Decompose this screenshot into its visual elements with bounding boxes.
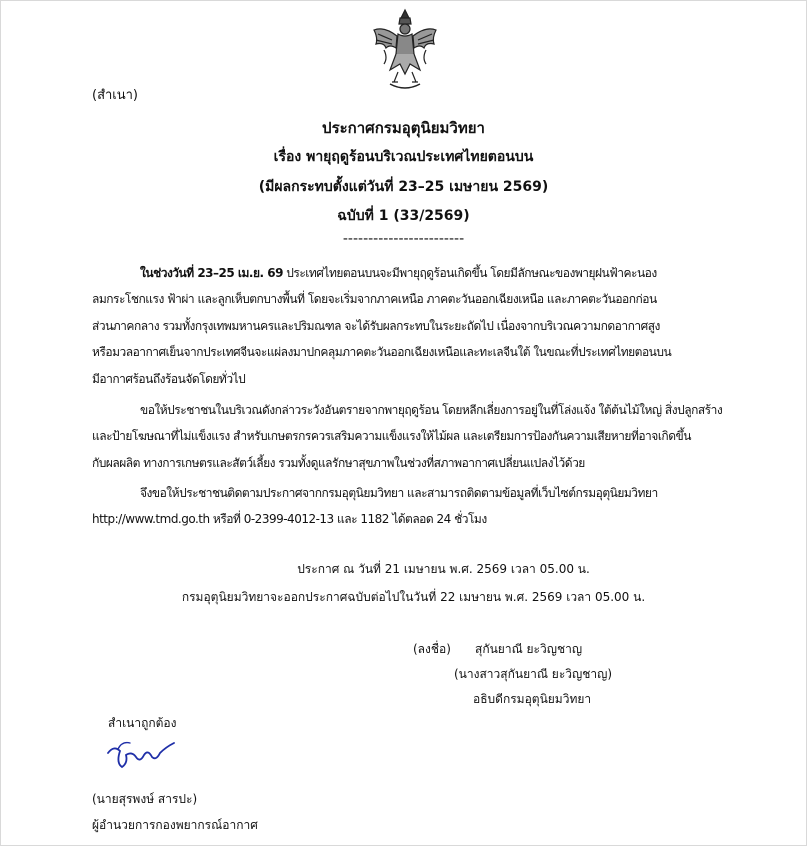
paragraph-line: และป้ายโฆษณาที่ไม่แข็งแรง สำหรับเกษตรกรควรเสริมความแข็งแรงให้ไม้ผล และเตรียมการป้องกันความเสียหายที่อาจเกิดขึ้น bbox=[92, 429, 691, 444]
paragraph-forecast bbox=[92, 260, 732, 392]
paragraph-contact bbox=[92, 480, 732, 533]
forecast-lead: ในช่วงวันที่ 23–25 เม.ย. 69 bbox=[140, 266, 283, 280]
header-divider: ------------------------ bbox=[342, 231, 465, 247]
paragraph-line bbox=[92, 260, 732, 286]
certifier-position: ผู้อำนวยการกองพยากรณ์อากาศ bbox=[92, 818, 258, 832]
paragraph-precautions bbox=[92, 397, 732, 476]
next-announcement-line: กรมอุตุนิยมวิทยาจะออกประกาศฉบับต่อไปในวันที่ 22 เมษายน พ.ศ. 2569 เวลา 05.00 น. bbox=[181, 590, 646, 604]
signatory-full-name: (นางสาวสุกันยาณี ยะวิญชาญ) bbox=[454, 667, 613, 681]
paragraph-line: ขอให้ประชาชนในบริเวณดังกล่าวระวังอันตรายจากพายุฤดูร้อน โดยหลีกเลี่ยงการอยู่ในที่โล่งแจ้ง ใต้ต้นไม้ใหญ่ สิ่งปลูกสร้าง bbox=[140, 403, 723, 417]
forecast-lead-rest: ประเทศไทยตอนบนจะมีพายุฤดูร้อนเกิดขึ้น โดยมีลักษณะของพายุฝนฟ้าคะนอง bbox=[282, 266, 657, 280]
issued-date-line: ประกาศ ณ วันที่ 21 เมษายน พ.ศ. 2569 เวลา 05.00 น. bbox=[297, 562, 590, 576]
paragraph-line: หรือมวลอากาศเย็นจากประเทศจีนจะแผ่ลงมาปกคลุมภาคตะวันออกเฉียงเหนือและทะเลจีนใต้ ในขณะที่ประเทศไทยตอนบน bbox=[92, 345, 672, 360]
announcement-title: ประกาศกรมอุตุนิยมวิทยา bbox=[322, 119, 485, 137]
contact-line: http://www.tmd.go.th หรือที่ 0-2399-4012-13 และ 1182 ได้ตลอด 24 ชั่วโมง bbox=[92, 512, 487, 527]
paragraph-line: จึงขอให้ประชาชนติดตามประกาศจากกรมอุตุนิยมวิทยา และสามารถติดตามข้อมูลที่เว็บไซต์กรมอุตุนิยมวิทยา bbox=[140, 486, 658, 500]
copy-label: (สำเนา) bbox=[92, 88, 139, 103]
announcement-effect-period: (มีผลกระทบตั้งแต่วันที่ 23–25 เมษายน 2569) bbox=[258, 179, 549, 195]
signature-name: สุกันยาณี ยะวิญชาญ bbox=[475, 642, 583, 656]
paragraph-line: ลมกระโชกแรง ฟ้าผ่า และลูกเห็บตกบางพื้นที่ โดยจะเริ่มจากภาคเหนือ ภาคตะวันออกเฉียงเหนือ และภาคตะวันออกก่อน bbox=[92, 292, 657, 307]
garuda-emblem-icon bbox=[370, 8, 440, 94]
announcement-subject: เรื่อง พายุฤดูร้อนบริเวณประเทศไทยตอนบน bbox=[273, 149, 534, 165]
announcement-issue-number: ฉบับที่ 1 (33/2569) bbox=[337, 208, 470, 224]
signatory-position: อธิบดีกรมอุตุนิยมวิทยา bbox=[473, 692, 592, 706]
certifier-name: (นายสุรพงษ์ สารปะ) bbox=[92, 792, 198, 806]
paragraph-line: มีอากาศร้อนถึงร้อนจัดโดยทั่วไป bbox=[92, 371, 246, 386]
handwritten-signature-icon bbox=[100, 733, 180, 773]
paragraph-line: ส่วนภาคกลาง รวมทั้งกรุงเทพมหานครและปริมณฑล จะได้รับผลกระทบในระยะถัดไป เนื่องจากบริเวณความกดอากาศสูง bbox=[92, 318, 660, 333]
certified-copy-label: สำเนาถูกต้อง bbox=[108, 716, 177, 730]
paragraph-line: กับผลผลิต ทางการเกษตรและสัตว์เลี้ยง รวมทั้งดูแลรักษาสุขภาพในช่วงที่สภาพอากาศเปลี่ยนแปลงไว้ด้วย bbox=[92, 455, 585, 470]
signature-label: (ลงชื่อ) bbox=[413, 642, 451, 656]
